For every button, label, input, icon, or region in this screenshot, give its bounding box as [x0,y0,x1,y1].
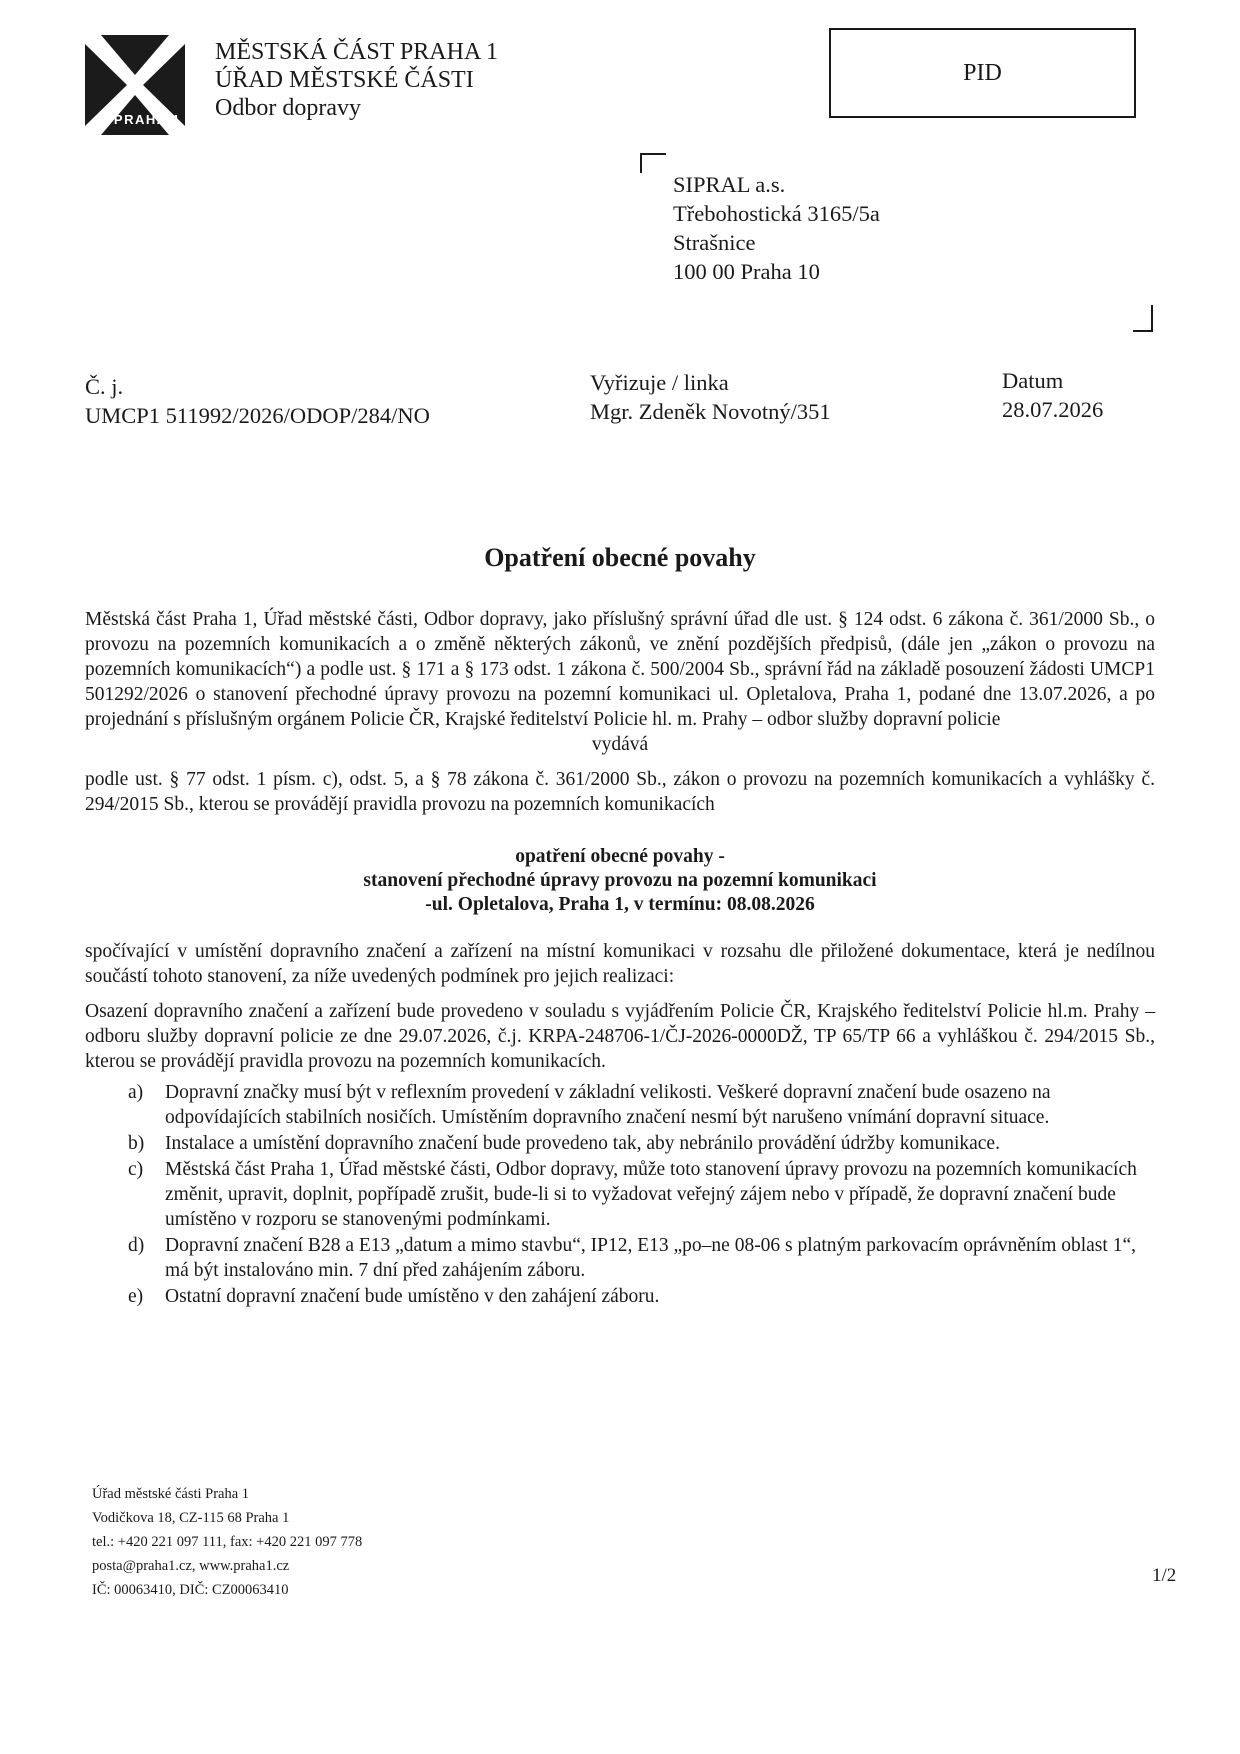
condition-letter: a) [128,1082,144,1103]
condition-item [85,1131,1155,1156]
handled-by [590,368,831,426]
reference-label: Č. j. [85,374,124,399]
decision-line: -ul. Opletalova, Praha 1, v termínu: 08.08.2026 [425,894,815,915]
conditions-list [85,1080,1155,1309]
condition-letter: e) [128,1286,144,1307]
condition-letter: c) [128,1159,144,1180]
decision-heading [85,845,1155,917]
document-body [85,607,1155,1310]
condition-item [85,1157,1155,1232]
footer-line: Vodičkova 18, CZ-115 68 Praha 1 [92,1510,290,1526]
condition-text: Instalace a umístění dopravního značení bude provedeno tak, aby nebránilo provádění údržby komunikace. [165,1133,1000,1154]
reference-value: UMCP1 511992/2026/ODOP/284/NO [85,403,430,428]
praha1-logo [85,35,185,135]
footer-line: IČ: 00063410, DIČ: CZ00063410 [92,1582,289,1598]
logo-text: PRAHA 1 [113,112,181,127]
issues-word: vydává [591,734,649,755]
footer-contact [92,1482,362,1602]
condition-text: Městská část Praha 1, Úřad městské části, Odbor dopravy, může toto stanovení úpravy provozu na pozemních komunikacích změnit, upravit, doplnit, popřípadě zrušit, bude-li si to vyžadovat veřejný zájem nebo v případě, že dopravní značení bude umístěno v rozporu se stanovenými podmínkami. [165,1159,1137,1230]
decision-line: stanovení přechodné úpravy provozu na pozemní komunikaci [363,870,877,891]
recipient-line: SIPRAL a.s. [673,172,786,197]
installation-paragraph: Osazení dopravního značení a zařízení bude provedeno v souladu s vyjádřením Policie ČR, Krajského ředitelství Policie hl.m. Prahy – odboru služby dopravní policie ze dne 29.07.2026, č.j. KRPA-248706-1/ČJ-2026-0000DŽ, TP 65/TP 66 a vyhláškou č. 294/2015 Sb., kterou se provádějí pravidla provozu na pozemních komunikacích. [85,1001,1155,1072]
intro-paragraph: Městská část Praha 1, Úřad městské části, Odbor dopravy, jako příslušný správní úřad dle ust. § 124 odst. 6 zákona č. 361/2000 Sb., o provozu na pozemních komunikacích a o změně některých zákonů, ve znění pozdějších předpisů, (dále jen „zákon o provozu na pozemních komunikacích“) a podle ust. § 171 a § 173 odst. 1 zákona č. 500/2004 Sb., správní řád na základě posouzení žádosti UMCP1 501292/2026 o stanovení přechodné úpravy provozu na pozemní komunikaci ul. Opletalova, Praha 1, podané dne 13.07.2026, a po projednání s příslušným orgánem Policie ČR, Krajské ředitelství Policie hl. m. Prahy – odbor služby dopravní policie [85,609,1155,730]
pid-box: PID [829,28,1136,118]
org-line: MĚSTSKÁ ČÁST PRAHA 1 [215,39,498,65]
legal-basis-paragraph: podle ust. § 77 odst. 1 písm. c), odst. 5, a § 78 zákona č. 361/2000 Sb., zákon o provozu na pozemních komunikacích a vyhlášky č. 294/2015 Sb., kterou se provádějí pravidla provozu na pozemních komunikacích [85,769,1155,815]
date-value: 28.07.2026 [1002,397,1104,422]
address-corner-mark [640,153,666,173]
condition-text: Ostatní dopravní značení bude umístěno v den zahájení záboru. [165,1286,660,1307]
condition-item [85,1284,1155,1309]
condition-letter: b) [128,1133,145,1154]
condition-item [85,1080,1155,1130]
reference-number [85,372,430,430]
page-number: 1/2 [1152,1565,1177,1586]
recipient-address [673,170,880,286]
scope-paragraph: spočívající v umístění dopravního značení a zařízení na místní komunikaci v rozsahu dle přiložené dokumentace, která je nedílnou součástí tohoto stanovení, za níže uvedených podmínek pro jejich realizaci: [85,941,1155,987]
condition-text: Dopravní značení B28 a E13 „datum a mimo stavbu“, IP12, E13 „po–ne 08-06 s platným parkovacím oprávněním oblast 1“, má být instalováno min. 7 dní před zahájením záboru. [165,1235,1136,1281]
handled-by-label: Vyřizuje / linka [590,370,729,395]
address-corner-mark [1133,305,1153,332]
handled-by-value: Mgr. Zdeněk Novotný/351 [590,399,831,424]
org-line: Odbor dopravy [215,95,361,121]
footer-line: tel.: +420 221 097 111, fax: +420 221 097 778 [92,1534,363,1550]
document-date [1002,366,1103,424]
recipient-line: Třebohostická 3165/5a [673,201,880,226]
condition-text: Dopravní značky musí být v reflexním provedení v základní velikosti. Veškeré dopravní značení bude osazeno na odpovídajících stabilních nosičích. Umístěním dopravního značení nesmí být narušeno vnímání dopravní situace. [165,1082,1051,1128]
condition-item [85,1233,1155,1283]
footer-line: Úřad městské části Praha 1 [92,1486,250,1502]
date-label: Datum [1002,368,1064,393]
condition-letter: d) [128,1235,145,1256]
footer-line: posta@praha1.cz, www.praha1.cz [92,1558,290,1574]
document-title: Opatření obecné povahy [484,543,756,572]
recipient-line: Strašnice [673,230,756,255]
organization-header [215,38,498,122]
recipient-line: 100 00 Praha 10 [673,259,820,284]
org-line: ÚŘAD MĚSTSKÉ ČÁSTI [215,67,474,93]
decision-line: opatření obecné povahy - [515,846,725,867]
